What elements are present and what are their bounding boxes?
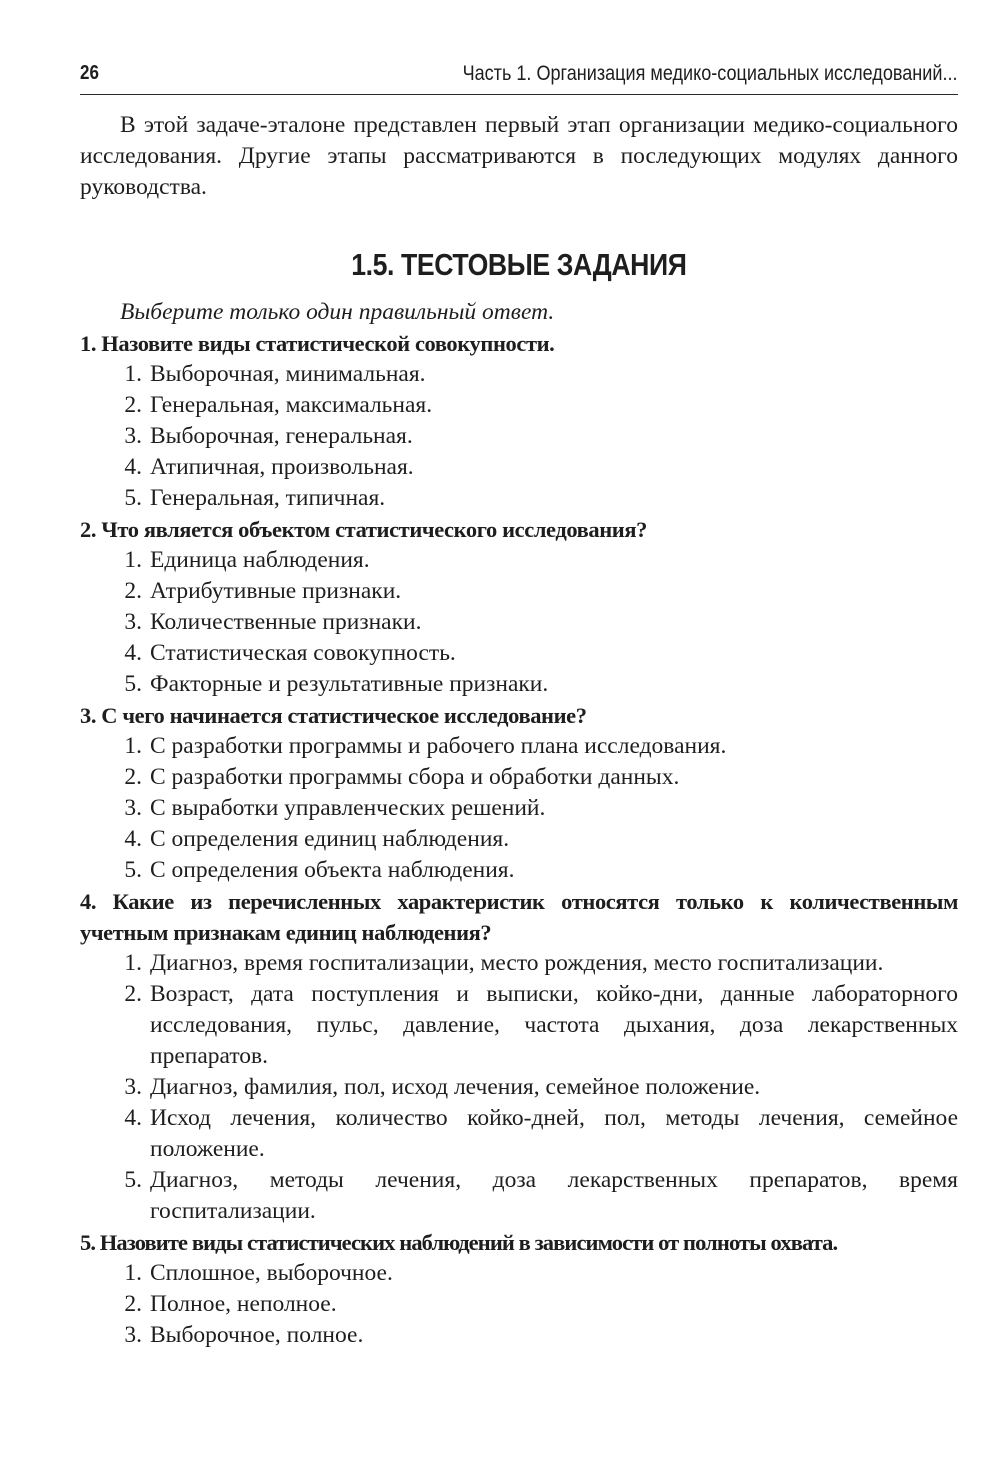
answer-option <box>80 576 958 607</box>
answer-options <box>80 545 958 700</box>
page-number: 26 <box>80 62 99 84</box>
option-number: 5. <box>124 857 142 883</box>
answer-option <box>80 638 958 669</box>
answer-options <box>80 1258 958 1351</box>
answer-option <box>80 1165 958 1227</box>
question-5 <box>80 1227 958 1351</box>
option-text: С разработки программы и рабочего плана исследования. <box>150 733 727 759</box>
option-text: Генеральная, максимальная. <box>150 392 433 418</box>
section-title-text: 1.5. ТЕСТОВЫЕ ЗАДАНИЯ <box>351 247 687 282</box>
question-text: 4. Какие из перечисленных характеристик относятся только к количественным учетным признакам единиц наблюдения? <box>80 889 958 945</box>
answer-option <box>80 1289 958 1320</box>
answer-option <box>80 390 958 421</box>
option-text: С определения объекта наблюдения. <box>150 857 515 883</box>
option-text: Выборочная, минимальная. <box>150 361 426 387</box>
answer-option <box>80 1258 958 1289</box>
option-text: Атипичная, произвольная. <box>150 454 414 480</box>
answer-option <box>80 483 958 514</box>
option-text: С выработки управленческих решений. <box>150 795 546 821</box>
answer-option <box>80 948 958 979</box>
option-number: 2. <box>124 392 142 418</box>
option-text: Диагноз, время госпитализации, место рождения, место госпитализации. <box>150 950 884 976</box>
option-text: Возраст, дата поступления и выписки, койко-дни, данные лабораторного исследования, пульс, давление, частота дыхания, доза лекарственных препаратов. <box>150 981 958 1069</box>
section-title <box>80 243 958 287</box>
option-number: 2. <box>124 981 142 1007</box>
option-number: 3. <box>124 1074 142 1100</box>
answer-option <box>80 793 958 824</box>
answer-option <box>80 731 958 762</box>
answer-option <box>80 1103 958 1165</box>
option-number: 1. <box>124 733 142 759</box>
option-text: Факторные и результативные признаки. <box>150 671 549 697</box>
answer-options <box>80 359 958 514</box>
answer-option <box>80 762 958 793</box>
option-number: 1. <box>124 361 142 387</box>
option-text: Диагноз, методы лечения, доза лекарственных препаратов, время госпитализации. <box>150 1167 958 1224</box>
option-number: 4. <box>124 826 142 852</box>
answer-option <box>80 824 958 855</box>
answer-option <box>80 359 958 390</box>
test-questions <box>80 297 958 1351</box>
option-number: 2. <box>124 578 142 604</box>
option-number: 4. <box>124 454 142 480</box>
option-number: 1. <box>124 1260 142 1286</box>
answer-option <box>80 669 958 700</box>
option-number: 1. <box>124 950 142 976</box>
option-number: 4. <box>124 1105 142 1131</box>
option-number: 3. <box>124 609 142 635</box>
option-number: 4. <box>124 640 142 666</box>
option-text: Статистическая совокупность. <box>150 640 456 666</box>
question-text: 5. Назовите виды статистических наблюдений в зависимости от полноты охвата. <box>80 1230 838 1255</box>
question-text: 3. С чего начинается статистическое исследование? <box>80 703 587 728</box>
answer-options <box>80 731 958 886</box>
option-number: 5. <box>124 671 142 697</box>
option-number: 2. <box>124 764 142 790</box>
option-text: Сплошное, выборочное. <box>150 1260 393 1286</box>
question-3 <box>80 700 958 886</box>
option-text: С разработки программы сбора и обработки данных. <box>150 764 680 790</box>
option-text: С определения единиц наблюдения. <box>150 826 510 852</box>
option-number: 1. <box>124 547 142 573</box>
answer-option <box>80 452 958 483</box>
option-text: Диагноз, фамилия, пол, исход лечения, семейное положение. <box>150 1074 761 1100</box>
option-number: 5. <box>124 485 142 511</box>
running-title: Часть 1. Организация медико-социальных исследований... <box>463 62 958 85</box>
option-number: 2. <box>124 1291 142 1317</box>
option-number: 3. <box>124 423 142 449</box>
option-text: Исход лечения, количество койко-дней, пол, методы лечения, семейное положение. <box>150 1105 958 1162</box>
option-number: 3. <box>124 795 142 821</box>
answer-option <box>80 421 958 452</box>
option-text: Выборочная, генеральная. <box>150 423 413 449</box>
answer-option <box>80 855 958 886</box>
question-text: 1. Назовите виды статистической совокупности. <box>80 331 555 356</box>
answer-option <box>80 979 958 1072</box>
option-number: 5. <box>124 1167 142 1193</box>
option-text: Полное, неполное. <box>150 1291 337 1317</box>
option-text: Количественные признаки. <box>150 609 422 635</box>
question-4 <box>80 886 958 1227</box>
option-text: Выборочное, полное. <box>150 1322 364 1348</box>
option-number: 3. <box>124 1322 142 1348</box>
running-header <box>80 58 958 95</box>
intro-paragraph: В этой задаче-эталоне представлен первый этап организации медико-социального исследования. Другие этапы рассматриваются в последующих модулях данного руководства. <box>80 112 958 200</box>
question-2 <box>80 514 958 700</box>
answer-options <box>80 948 958 1227</box>
option-text: Генеральная, типичная. <box>150 485 386 511</box>
answer-option <box>80 1072 958 1103</box>
option-text: Атрибутивные признаки. <box>150 578 402 604</box>
question-text: 2. Что является объектом статистического исследования? <box>80 517 647 542</box>
option-text: Единица наблюдения. <box>150 547 370 573</box>
instruction-text: Выберите только один правильный ответ. <box>120 299 555 325</box>
answer-option <box>80 607 958 638</box>
answer-option <box>80 545 958 576</box>
question-1 <box>80 328 958 514</box>
answer-option <box>80 1320 958 1351</box>
